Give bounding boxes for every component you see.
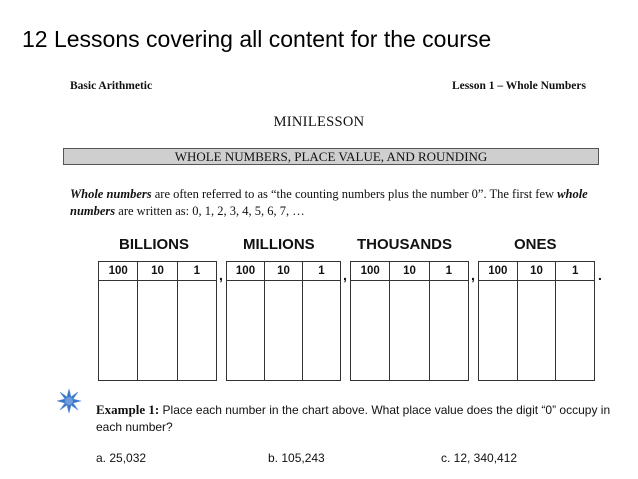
chart-column <box>178 262 216 380</box>
group-separator: , <box>471 267 475 283</box>
minilesson-heading: MINILESSON <box>273 114 365 130</box>
column-label: 100 <box>351 262 389 281</box>
column-label: 10 <box>390 262 428 281</box>
group-separator: , <box>219 267 223 283</box>
example-title: Example 1: <box>96 402 160 417</box>
column-label: 10 <box>138 262 176 281</box>
column-label: 1 <box>178 262 216 281</box>
column-label: 10 <box>518 262 556 281</box>
group-label-billions: BILLIONS <box>119 236 189 253</box>
chart-group-billions <box>98 261 217 381</box>
column-label: 1 <box>430 262 468 281</box>
intro-sentence-2: are written as: 0, 1, 2, 3, 4, 5, 6, 7, … <box>115 204 305 218</box>
chart-column <box>390 262 429 380</box>
column-label: 1 <box>303 262 340 281</box>
header-course: Basic Arithmetic <box>70 80 153 92</box>
slide-title: 12 Lessons covering all content for the course <box>22 26 492 52</box>
column-label: 10 <box>265 262 302 281</box>
example-text: Place each number in the chart above. What place value does the digit “0” occupy in each number? <box>96 403 611 434</box>
intro-term: Whole numbers <box>70 187 152 201</box>
answer-a: a. 25,032 <box>96 451 147 465</box>
column-label: 100 <box>99 262 137 281</box>
header-lesson: Lesson 1 – Whole Numbers <box>452 80 586 92</box>
chart-column <box>99 262 138 380</box>
section-banner: WHOLE NUMBERS, PLACE VALUE, AND ROUNDING <box>63 148 599 165</box>
starburst-icon <box>56 388 82 414</box>
answer-c: c. 12, 340,412 <box>441 451 518 465</box>
column-label: 100 <box>227 262 264 281</box>
chart-group-ones <box>478 261 595 381</box>
group-label-millions: MILLIONS <box>243 236 315 253</box>
group-label-thousands: THOUSANDS <box>357 236 453 253</box>
chart-column <box>556 262 594 380</box>
chart-column <box>518 262 557 380</box>
chart-column <box>138 262 177 380</box>
answer-b: b. 105,243 <box>268 451 325 465</box>
intro-sentence-1: are often referred to as “the counting numbers plus the number 0”. The first few <box>151 187 558 201</box>
chart-group-millions <box>226 261 341 381</box>
column-label: 100 <box>479 262 517 281</box>
group-separator: , <box>343 267 347 283</box>
chart-column <box>479 262 518 380</box>
chart-column <box>303 262 340 380</box>
group-label-ones: ONES <box>514 236 557 253</box>
chart-column <box>351 262 390 380</box>
example-1 <box>96 401 616 436</box>
chart-column <box>265 262 303 380</box>
intro-term-2: whole numbers <box>70 187 588 218</box>
chart-group-thousands <box>350 261 469 381</box>
chart-column <box>430 262 468 380</box>
intro-paragraph <box>70 186 600 220</box>
chart-terminal-period: . <box>598 267 602 283</box>
column-label: 1 <box>556 262 594 281</box>
chart-column <box>227 262 265 380</box>
